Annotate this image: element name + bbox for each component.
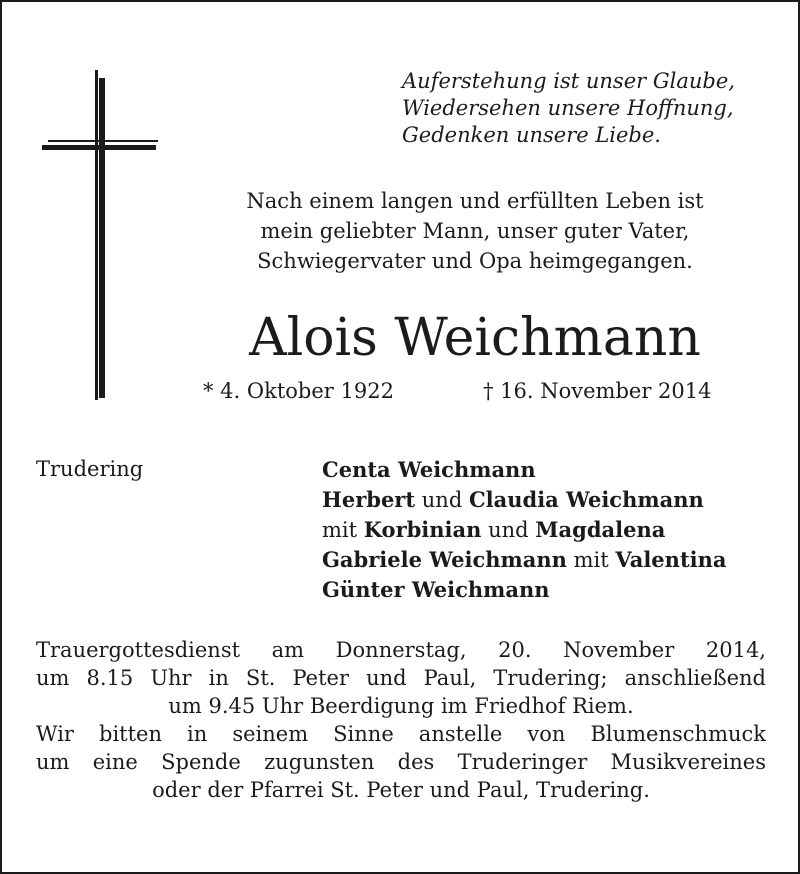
service-line: oder der Pfarrei St. Peter und Paul, Trudering.: [152, 778, 650, 802]
service-line: um eine Spende zugunsten des Truderinger Musikvereines: [36, 750, 766, 774]
mourner-name: Magdalena: [535, 517, 666, 542]
service-line: Wir bitten in seinem Sinne anstelle von Blumenschmuck: [36, 722, 766, 746]
mourner-name: Günter Weichmann: [322, 577, 550, 602]
mourner-name: Herbert: [322, 487, 416, 512]
announcement-text: [195, 186, 755, 276]
mourner-line: [322, 455, 727, 485]
conjunction: und: [488, 518, 529, 542]
mourner-name: Claudia Weichmann: [468, 487, 704, 512]
mourner-name: Centa Weichmann: [322, 457, 536, 482]
mourner-line: [322, 515, 727, 545]
announcement-line: Schwiegervater und Opa heimgegangen.: [257, 249, 693, 273]
announcement-line: mein geliebter Mann, unser guter Vater,: [260, 219, 690, 243]
announcement-line: Nach einem langen und erfüllten Leben ist: [246, 189, 704, 213]
epitaph-quote: [402, 68, 792, 149]
mourner-line: [322, 545, 727, 575]
mourner-name: Korbinian: [363, 517, 482, 542]
death-date: † 16. November 2014: [483, 379, 712, 403]
deceased-name: Alois Weichmann: [249, 308, 701, 368]
birth-date: * 4. Oktober 1922: [203, 379, 394, 403]
conjunction: und: [421, 488, 463, 512]
quote-line: Wiedersehen unsere Hoffnung,: [402, 96, 734, 120]
quote-line: Gedenken unsere Liebe.: [402, 123, 661, 147]
quote-line: Auferstehung ist unser Glaube,: [402, 69, 735, 93]
conjunction: mit: [573, 548, 609, 572]
mourner-name: Gabriele Weichmann: [322, 547, 567, 572]
place-name: Trudering: [36, 457, 144, 481]
service-line: Trauergottesdienst am Donnerstag, 20. November 2014,: [36, 638, 766, 662]
mourner-line: [322, 485, 727, 515]
service-line: um 8.15 Uhr in St. Peter und Paul, Trudering; anschließend: [36, 666, 766, 690]
mourners-list: [322, 455, 727, 605]
service-line: um 9.45 Uhr Beerdigung im Friedhof Riem.: [168, 694, 634, 718]
mourner-name: Valentina: [615, 547, 727, 572]
conjunction: mit: [322, 518, 358, 542]
mourner-line: [322, 575, 727, 605]
service-details: [36, 636, 766, 804]
